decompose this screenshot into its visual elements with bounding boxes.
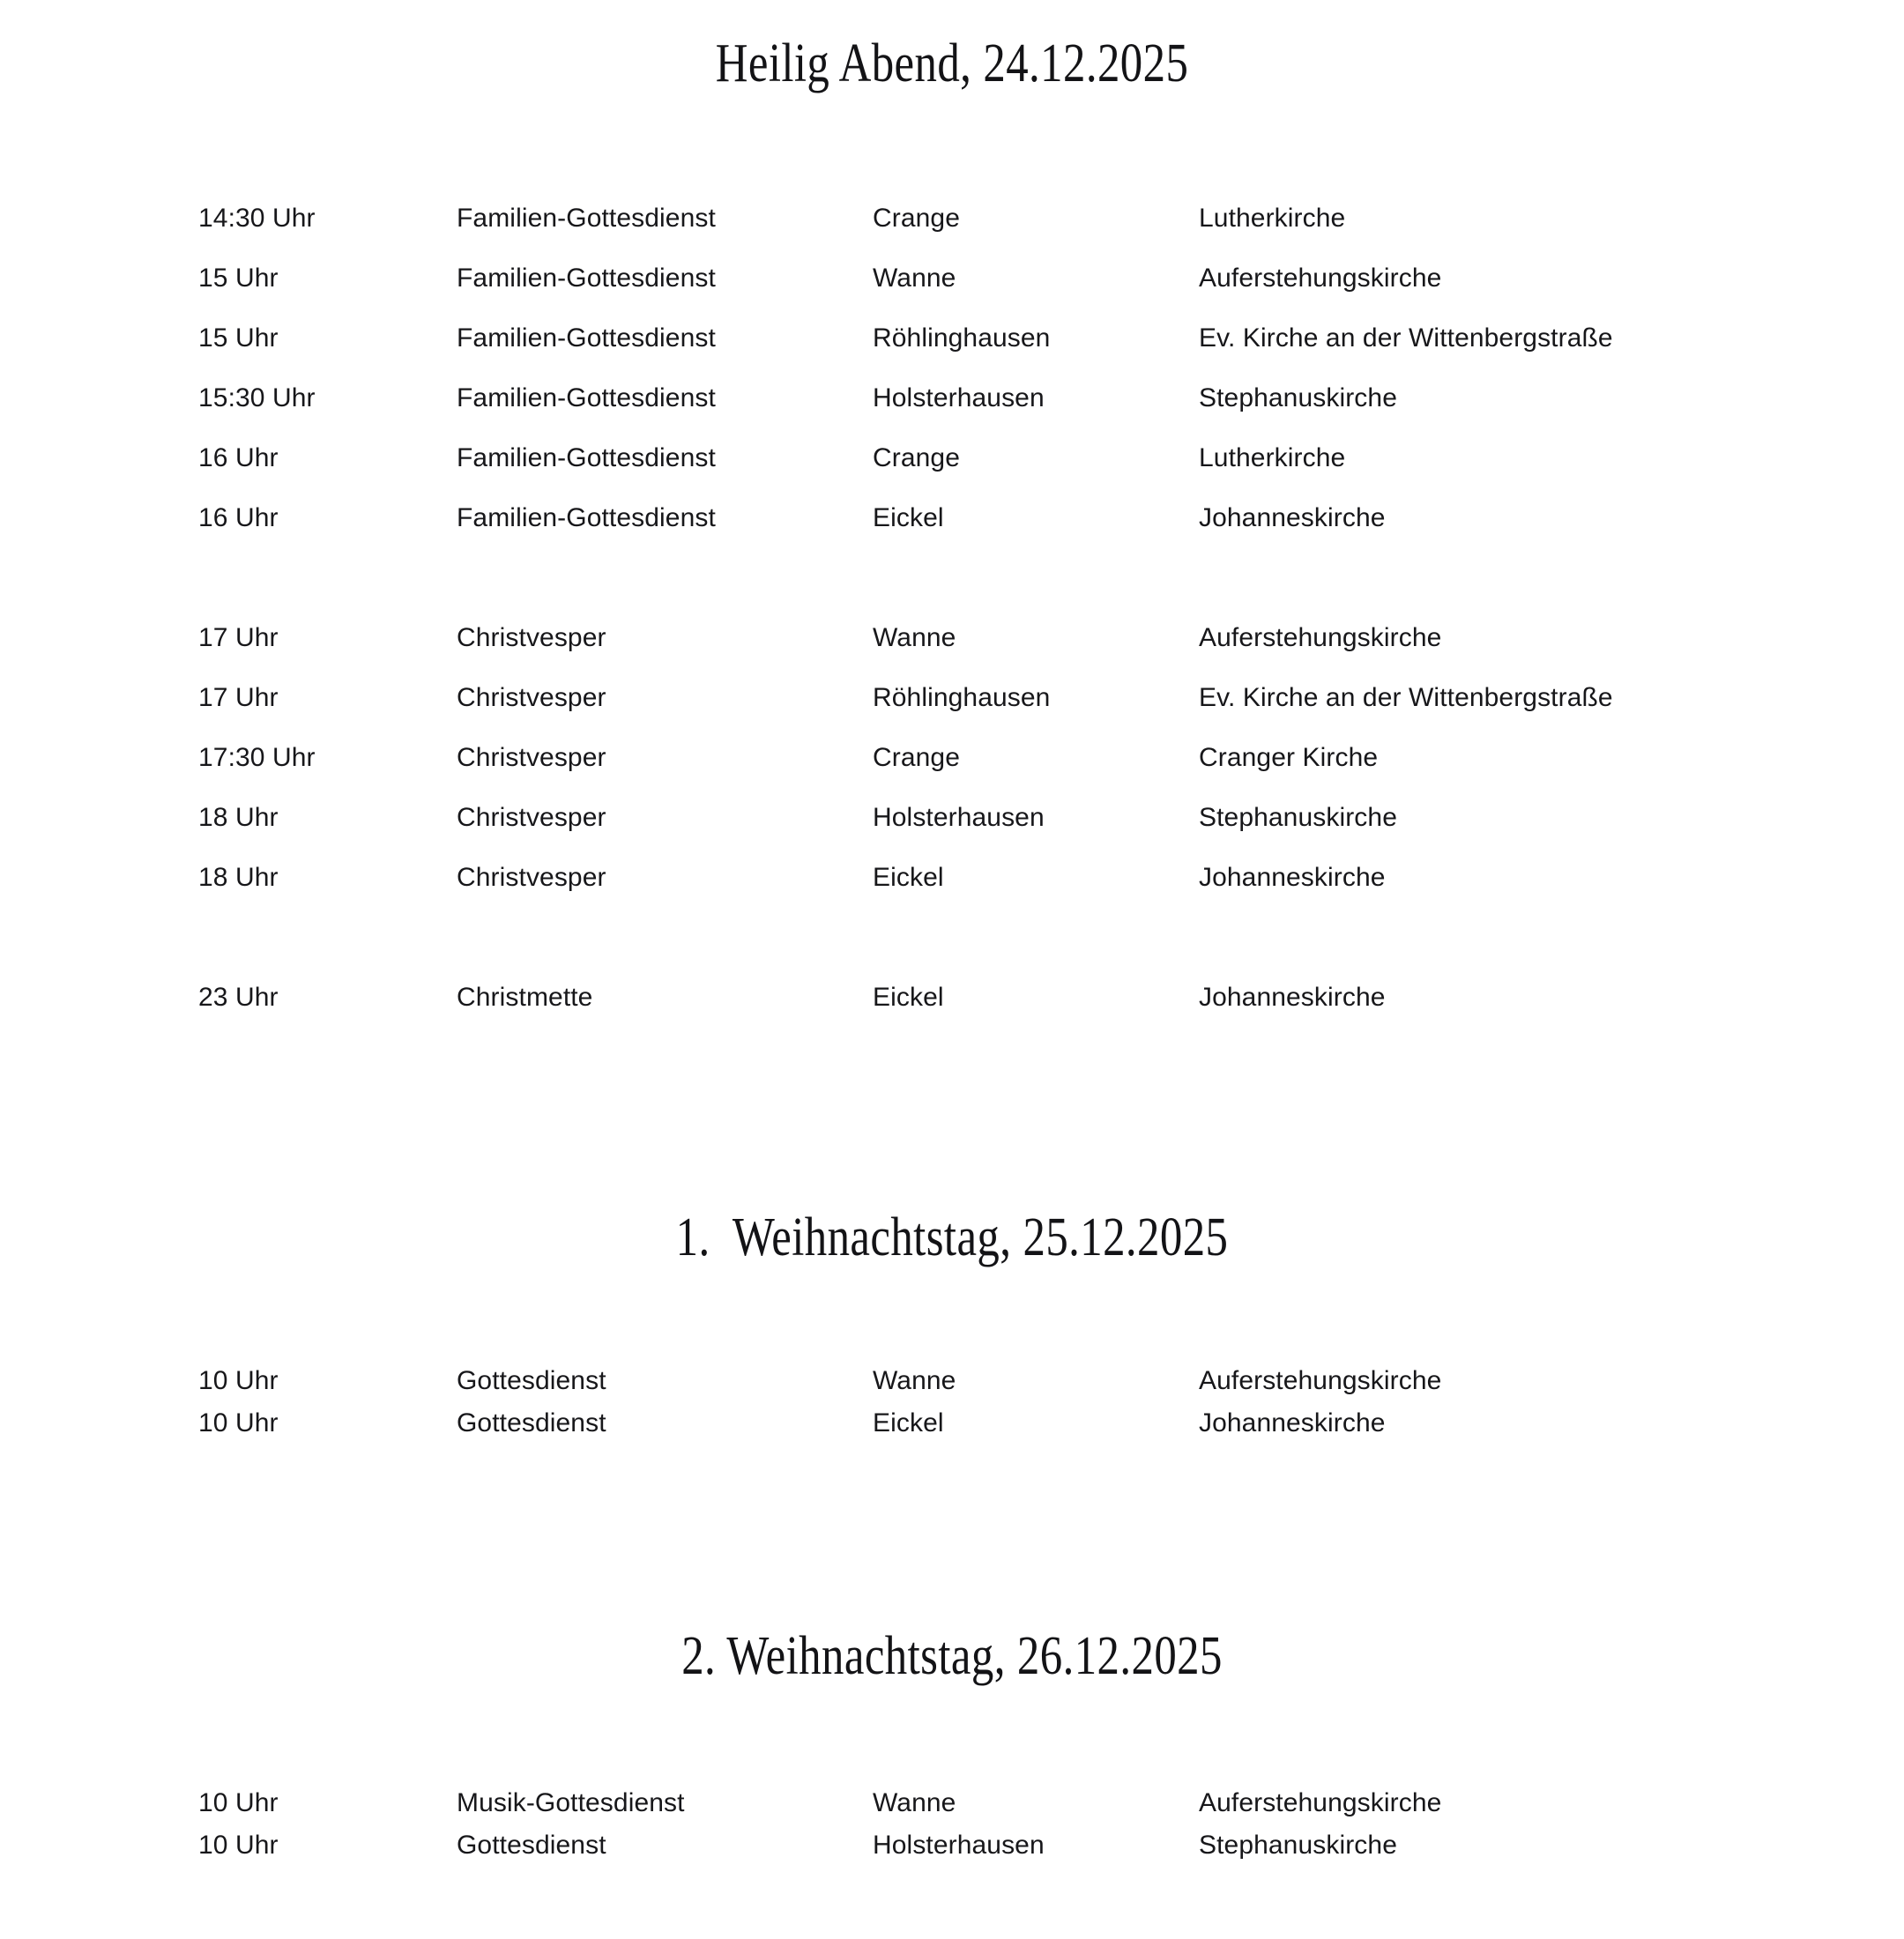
row-district: Röhlinghausen — [873, 683, 1051, 712]
row-time: 17 Uhr — [198, 623, 279, 652]
row-time: 14:30 Uhr — [198, 204, 316, 233]
table-row — [0, 728, 1904, 788]
table-row — [0, 1782, 1904, 1824]
table-row — [0, 488, 1904, 548]
row-time: 18 Uhr — [198, 863, 279, 892]
table-row — [0, 428, 1904, 488]
row-church: Auferstehungskirche — [1199, 1366, 1442, 1395]
row-district: Holsterhausen — [873, 383, 1045, 412]
row-service: Christmette — [457, 983, 593, 1012]
row-time: 10 Uhr — [198, 1788, 279, 1817]
row-district: Eickel — [873, 1408, 944, 1438]
row-service: Familien-Gottesdienst — [457, 204, 716, 233]
schedule-group-familien-gottesdienste — [0, 189, 1904, 1028]
row-church: Johanneskirche — [1199, 1408, 1386, 1438]
row-district: Crange — [873, 443, 960, 472]
row-time: 10 Uhr — [198, 1831, 279, 1860]
row-district: Holsterhausen — [873, 1831, 1045, 1860]
table-row — [0, 1824, 1904, 1867]
row-time: 16 Uhr — [198, 503, 279, 532]
row-time: 16 Uhr — [198, 443, 279, 472]
row-church: Stephanuskirche — [1199, 383, 1397, 412]
schedule-group-gottesdienste-25 — [0, 1360, 1904, 1445]
row-service: Gottesdienst — [457, 1831, 606, 1860]
table-row — [0, 848, 1904, 908]
row-church: Ev. Kirche an der Wittenbergstraße — [1199, 683, 1613, 712]
row-church: Johanneskirche — [1199, 983, 1386, 1012]
row-service: Familien-Gottesdienst — [457, 264, 716, 293]
row-time: 10 Uhr — [198, 1366, 279, 1395]
row-church: Auferstehungskirche — [1199, 264, 1442, 293]
row-church: Cranger Kirche — [1199, 743, 1379, 772]
row-district: Eickel — [873, 983, 944, 1012]
row-spacer — [0, 908, 1904, 968]
row-spacer — [0, 548, 1904, 608]
row-district: Röhlinghausen — [873, 323, 1051, 353]
row-district: Eickel — [873, 863, 944, 892]
row-church: Stephanuskirche — [1199, 1831, 1397, 1860]
heading-text: Heilig Abend, 24.12.2025 — [715, 33, 1189, 93]
row-district: Wanne — [873, 264, 956, 293]
row-district: Eickel — [873, 503, 944, 532]
row-time: 15:30 Uhr — [198, 383, 316, 412]
row-time: 10 Uhr — [198, 1408, 279, 1438]
row-church: Auferstehungskirche — [1199, 1788, 1442, 1817]
row-time: 18 Uhr — [198, 803, 279, 832]
heading-text: 2. Weihnachtstag, 26.12.2025 — [681, 1626, 1223, 1686]
table-row — [0, 189, 1904, 249]
row-church: Lutherkirche — [1199, 204, 1346, 233]
table-row — [0, 608, 1904, 668]
row-church: Auferstehungskirche — [1199, 623, 1442, 652]
row-service: Musik-Gottesdienst — [457, 1788, 685, 1817]
row-service: Familien-Gottesdienst — [457, 323, 716, 353]
row-district: Wanne — [873, 623, 956, 652]
row-service: Christvesper — [457, 743, 606, 772]
section-heading-erster-weihnachtstag — [0, 1207, 1904, 1267]
row-time: 17 Uhr — [198, 683, 279, 712]
table-row — [0, 249, 1904, 308]
row-district: Wanne — [873, 1366, 956, 1395]
row-district: Crange — [873, 743, 960, 772]
row-district: Crange — [873, 204, 960, 233]
row-church: Stephanuskirche — [1199, 803, 1397, 832]
row-service: Christvesper — [457, 683, 606, 712]
schedule-group-gottesdienste-26 — [0, 1782, 1904, 1867]
table-row — [0, 668, 1904, 728]
heading-text: 1. Weihnachtstag, 25.12.2025 — [675, 1207, 1229, 1267]
row-service: Familien-Gottesdienst — [457, 443, 716, 472]
row-time: 17:30 Uhr — [198, 743, 316, 772]
row-district: Wanne — [873, 1788, 956, 1817]
row-church: Lutherkirche — [1199, 443, 1346, 472]
section-heading-zweiter-weihnachtstag — [0, 1626, 1904, 1686]
row-service: Christvesper — [457, 623, 606, 652]
table-row — [0, 968, 1904, 1028]
table-row — [0, 1402, 1904, 1445]
row-time: 15 Uhr — [198, 264, 279, 293]
row-service: Gottesdienst — [457, 1408, 606, 1438]
row-district: Holsterhausen — [873, 803, 1045, 832]
row-time: 23 Uhr — [198, 983, 279, 1012]
table-row — [0, 788, 1904, 848]
row-church: Ev. Kirche an der Wittenbergstraße — [1199, 323, 1613, 353]
table-row — [0, 1360, 1904, 1402]
row-service: Christvesper — [457, 863, 606, 892]
row-service: Christvesper — [457, 803, 606, 832]
table-row — [0, 308, 1904, 368]
row-service: Familien-Gottesdienst — [457, 503, 716, 532]
section-heading-heilig-abend — [0, 33, 1904, 93]
row-service: Gottesdienst — [457, 1366, 606, 1395]
row-service: Familien-Gottesdienst — [457, 383, 716, 412]
table-row — [0, 368, 1904, 428]
row-church: Johanneskirche — [1199, 863, 1386, 892]
row-time: 15 Uhr — [198, 323, 279, 353]
row-church: Johanneskirche — [1199, 503, 1386, 532]
